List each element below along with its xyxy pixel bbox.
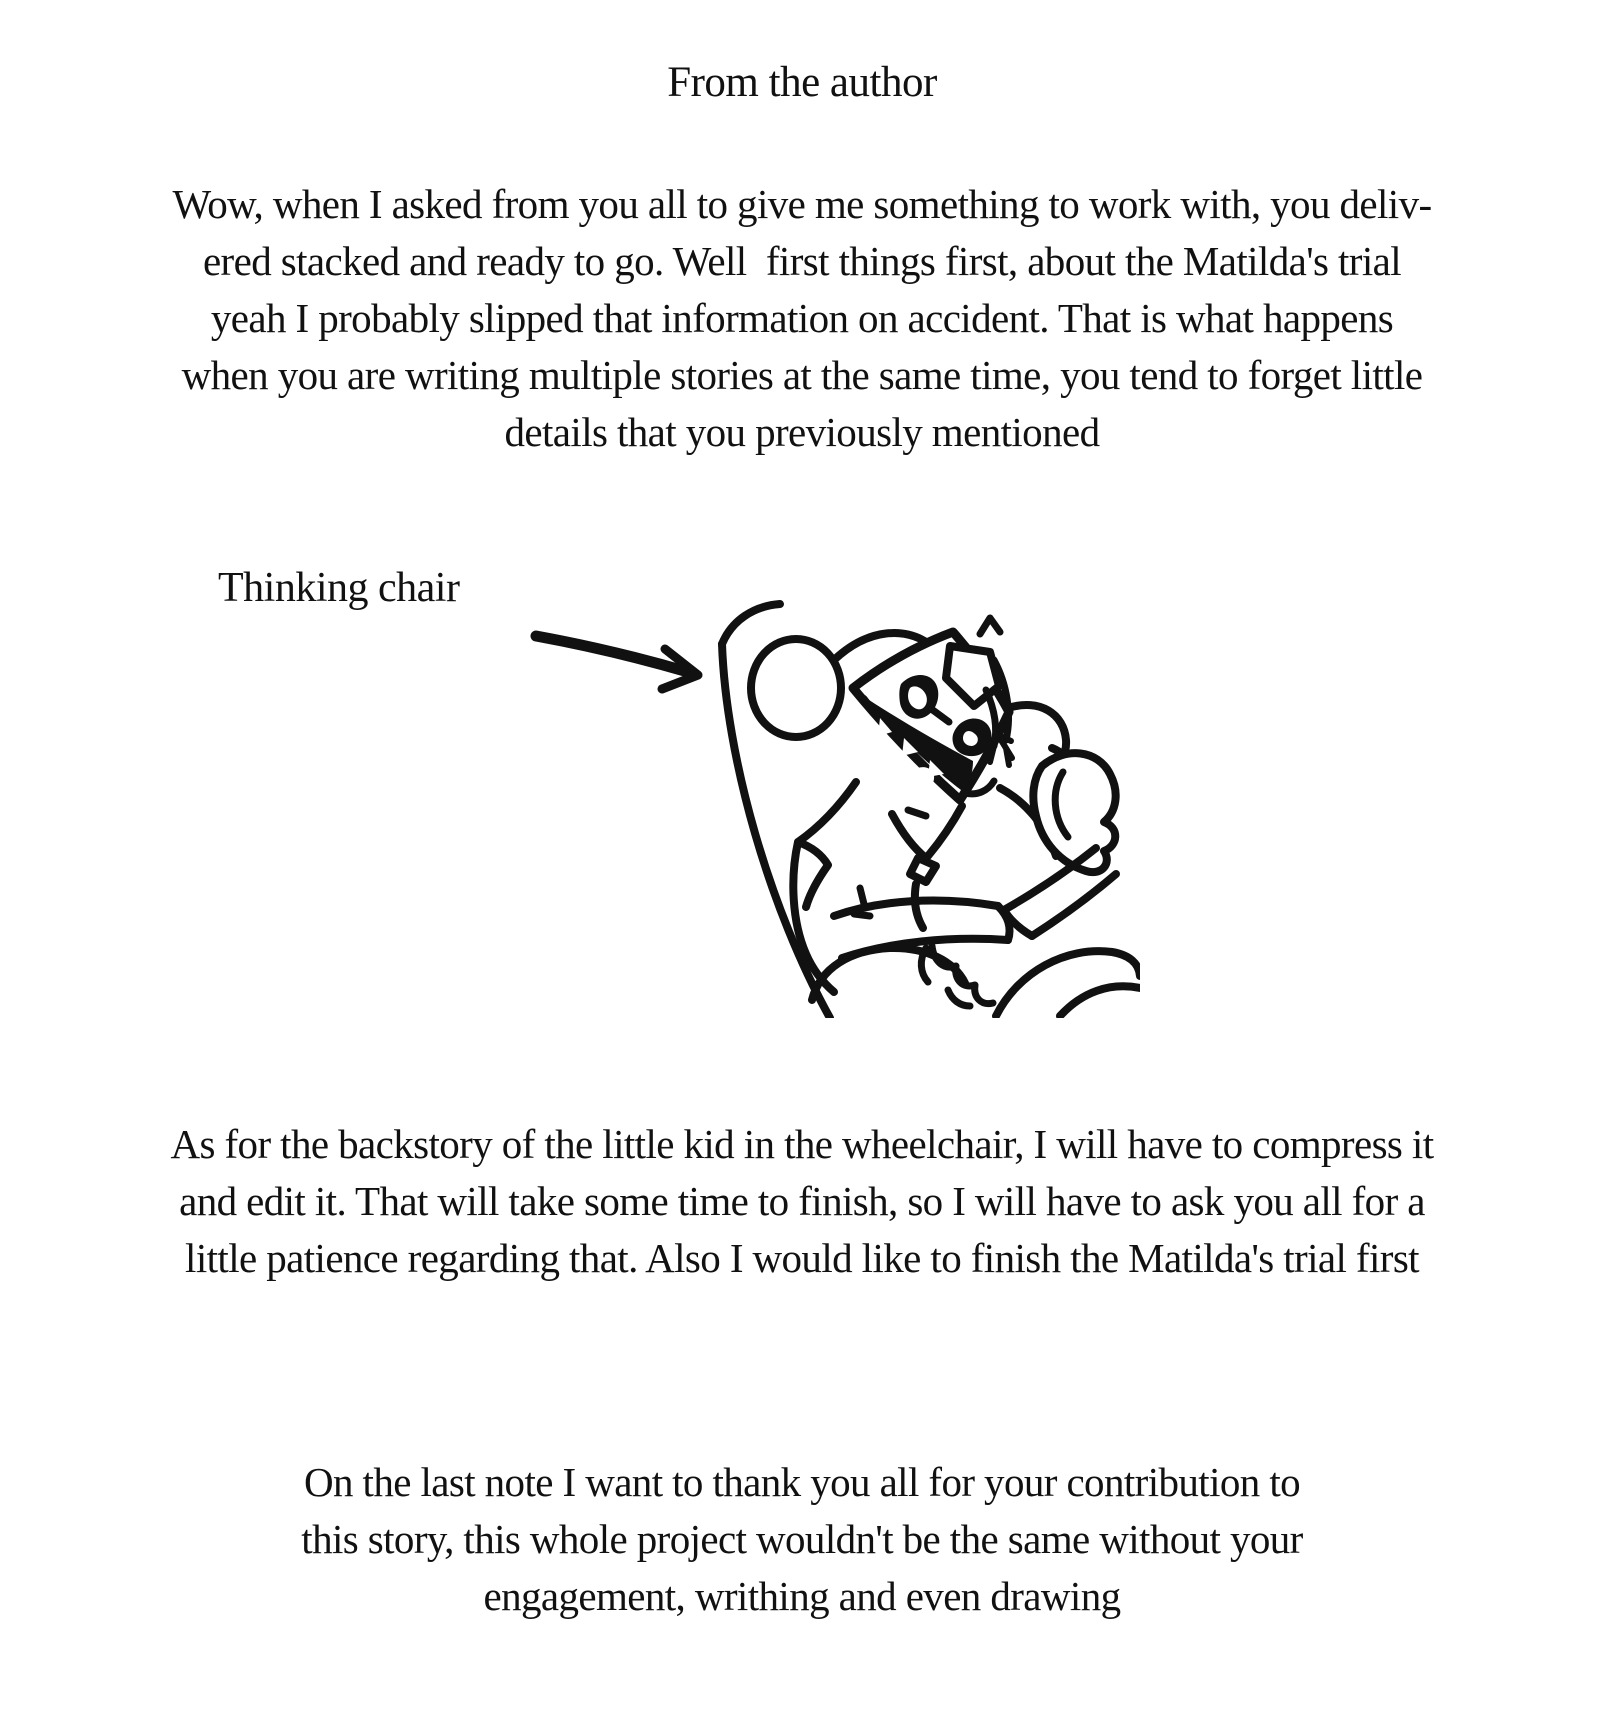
paragraph-line: when you are writing multiple stories at the same time, you tend to forget little bbox=[181, 352, 1423, 398]
thinking-chair-label: Thinking chair bbox=[218, 565, 460, 611]
backstory-paragraph bbox=[0, 1116, 1604, 1287]
paragraph-line: engagement, writhing and even drawing bbox=[483, 1573, 1121, 1619]
paragraph-line: details that you previously mentioned bbox=[504, 409, 1100, 455]
paragraph-line: As for the backstory of the little kid in the wheelchair, I will have to compress it bbox=[170, 1121, 1434, 1167]
page-title: From the author bbox=[667, 59, 937, 106]
thinking-chair-illustration bbox=[460, 548, 1140, 1018]
thinking-chair-figure bbox=[0, 540, 1604, 1020]
thanks-paragraph bbox=[0, 1454, 1604, 1625]
masked-character-drawing bbox=[793, 618, 1140, 1016]
pointer-arrow-icon bbox=[536, 636, 698, 689]
paragraph-line: ered stacked and ready to go. Well first things first, about the Matilda's trial bbox=[202, 238, 1402, 284]
paragraph-line: yeah I probably slipped that information on accident. That is what happens bbox=[210, 295, 1394, 341]
paragraph-line: this story, this whole project wouldn't be the same without your bbox=[301, 1516, 1303, 1562]
paragraph-line: Wow, when I asked from you all to give me something to work with, you deliv- bbox=[172, 181, 1432, 227]
paragraph-line: little patience regarding that. Also I would like to finish the Matilda's trial first bbox=[185, 1235, 1419, 1281]
paragraph-line: and edit it. That will take some time to finish, so I will have to ask you all for a bbox=[179, 1178, 1425, 1224]
paragraph-line: On the last note I want to thank you all for your contribution to bbox=[303, 1459, 1301, 1505]
intro-paragraph bbox=[0, 176, 1604, 461]
